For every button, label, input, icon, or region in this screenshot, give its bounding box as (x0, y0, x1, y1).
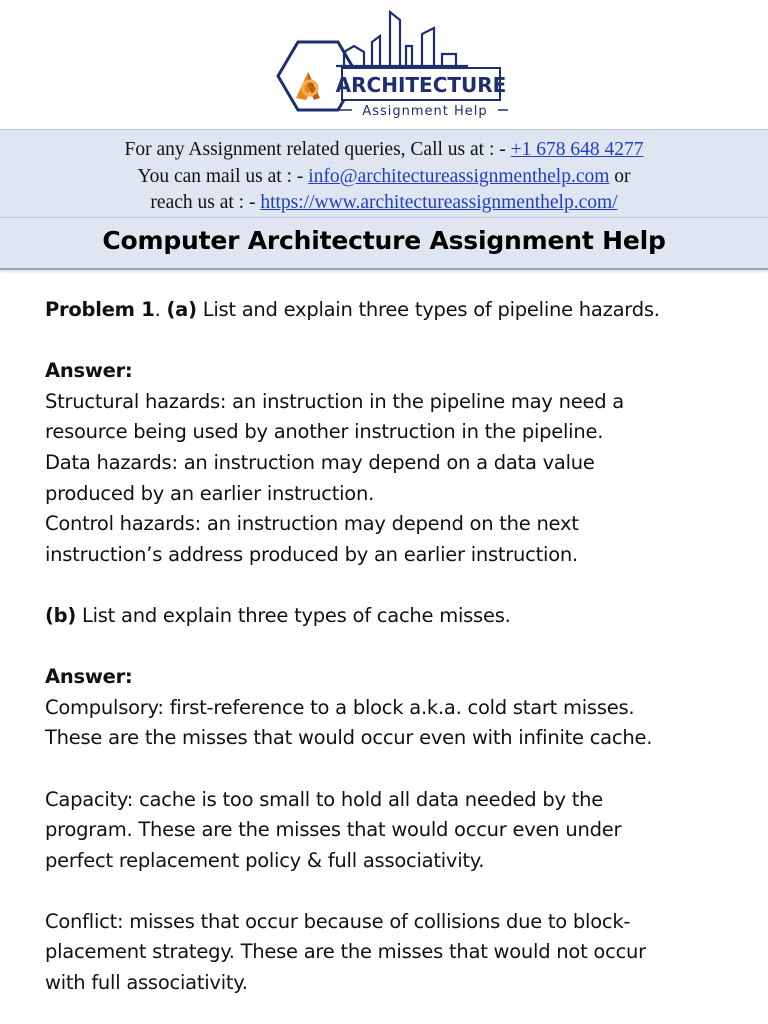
emblem-icon (296, 72, 320, 100)
header-logo-area (0, 0, 768, 128)
architecture-logo[interactable] (272, 6, 512, 124)
contact-website-prefix: reach us at : - (150, 192, 261, 213)
compulsory-line: These are the misses that would occur even with infinite cache. (45, 726, 653, 750)
answer-a-line: Control hazards: an instruction may depend on the next (45, 512, 579, 536)
answer-a-line: Data hazards: an instruction may depend on a data value (45, 450, 595, 474)
contact-line-website (0, 190, 768, 217)
answer-a-line: resource being used by another instruction in the pipeline. (45, 420, 604, 444)
answer-a-line: produced by an earlier instruction. (45, 481, 375, 505)
contact-line-email (0, 164, 768, 191)
title-banner (0, 217, 768, 270)
part-b-question: List and explain three types of cache misses. (76, 603, 511, 627)
contact-phone-prefix: For any Assignment related queries, Call us at : - (124, 139, 511, 160)
conflict-line: placement strategy. These are the misses that would not occur (45, 940, 646, 964)
part-b-label: (b) (45, 603, 77, 627)
answer-heading: Answer: (45, 359, 133, 383)
conflict-line: with full associativity. (45, 971, 248, 995)
problem-1-question-a (45, 295, 745, 326)
skyline-icon (336, 12, 468, 66)
contact-email-suffix: or (609, 165, 631, 187)
answer-a-line: Structural hazards: an instruction in the pipeline may need a (45, 389, 624, 413)
compulsory-line: Compulsory: first-reference to a block a.k.a. cold start misses. (45, 695, 635, 719)
phone-link[interactable]: +1 678 648 4277 (510, 139, 644, 160)
brand-line2: Assignment Help (362, 104, 488, 119)
contact-banner (0, 129, 768, 217)
problem-dot: . (154, 298, 167, 321)
page-title: Computer Architecture Assignment Help (102, 226, 666, 255)
answer-a-line: instruction’s address produced by an earlier instruction. (45, 542, 578, 566)
problem-label: Problem 1 (45, 298, 155, 321)
problem-1-question-b (45, 601, 745, 632)
answer-heading: Answer: (45, 665, 133, 689)
part-a-label: (a) (166, 298, 197, 321)
email-link[interactable]: info@architectureassignmenthelp.com (308, 165, 610, 187)
capacity-line: Capacity: cache is too small to hold all data needed by the (45, 787, 603, 811)
brand-line1: ARCHITECTURE (335, 73, 507, 97)
contact-line-phone (0, 137, 768, 164)
contact-email-prefix: You can mail us at : - (137, 165, 309, 187)
document-body (45, 295, 745, 999)
capacity-line: program. These are the misses that would occur even under (45, 818, 622, 842)
website-link[interactable]: https://www.architectureassignmenthelp.com/ (260, 192, 618, 213)
conflict-line: Conflict: misses that occur because of collisions due to block- (45, 909, 631, 933)
answer-label-a (45, 356, 745, 387)
capacity-line: perfect replacement policy & full associativity. (45, 848, 485, 872)
part-a-question: List and explain three types of pipeline hazards. (196, 298, 660, 321)
answer-label-b (45, 662, 745, 693)
